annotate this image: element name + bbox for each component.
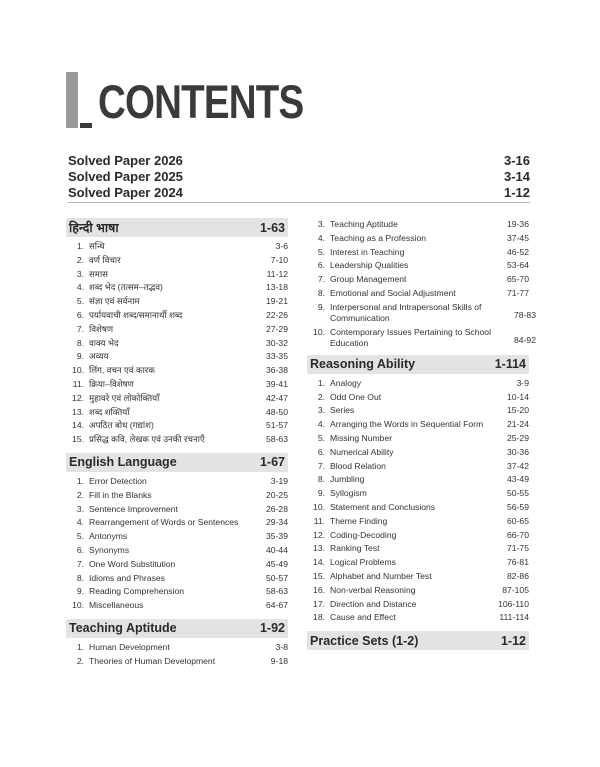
toc-item-pages: 82-86 [507, 570, 529, 581]
toc-item-number: 10. [72, 365, 84, 376]
toc-item-pages: 21-24 [507, 419, 529, 430]
toc-item-label-group [70, 254, 121, 268]
toc-item-number: 5. [76, 531, 84, 542]
toc-item-pages: 30-36 [507, 446, 529, 457]
toc-item-pages: 87-105 [502, 584, 529, 595]
toc-item-pages: 45-49 [266, 558, 288, 569]
toc-item[interactable] [66, 337, 288, 351]
toc-item-pages: 51-57 [266, 420, 288, 431]
toc-item-title: Odd One Out [330, 391, 382, 402]
toc-item-number: 17. [313, 598, 325, 609]
toc-item-label-group [70, 378, 134, 392]
toc-item-number: 3. [317, 219, 325, 229]
toc-item-label-group [70, 544, 129, 558]
solved-paper-label: Solved Paper 2026 [68, 153, 183, 168]
toc-item[interactable] [307, 432, 529, 446]
toc-item-pages: 26-28 [266, 503, 288, 514]
toc-item-number: 15. [313, 570, 325, 581]
toc-item-number: 13. [72, 406, 84, 417]
toc-item-title: Blood Relation [330, 460, 386, 471]
toc-item-title: शब्द भेद (तत्सम–तद्भव) [89, 282, 163, 293]
toc-item-title: क्रिया–विशेषण [89, 378, 134, 389]
toc-item-label-group [70, 295, 140, 309]
toc-item-label-group [311, 584, 416, 598]
toc-item-label-group [311, 487, 367, 501]
section-title: English Language [69, 455, 177, 470]
toc-item-number: 13. [313, 543, 325, 554]
toc-item-label-group [311, 473, 364, 487]
toc-item-number: 4. [76, 282, 84, 293]
toc-item-number: 5. [76, 296, 84, 307]
divider [68, 202, 530, 203]
toc-item-number: 5. [317, 432, 325, 443]
toc-item[interactable] [66, 503, 288, 517]
toc-item-title: विशेषण [89, 323, 114, 334]
toc-item-number: 2. [317, 391, 325, 402]
toc-item-label-group [70, 323, 113, 337]
toc-item-number: 2. [76, 489, 84, 500]
toc-item[interactable] [66, 281, 288, 295]
toc-item-label-group [311, 529, 396, 543]
toc-item-number: 6. [317, 260, 325, 271]
toc-item[interactable] [66, 254, 288, 268]
toc-item-pages: 36-38 [266, 365, 288, 376]
toc-item-title: Fill in the Blanks [89, 489, 152, 500]
toc-item[interactable] [307, 570, 529, 584]
toc-item-label-group [70, 406, 129, 420]
toc-item[interactable] [66, 516, 288, 530]
toc-item-label-group [70, 309, 182, 323]
toc-item[interactable] [307, 232, 529, 246]
toc-item-title: प्रसिद्ध कवि, लेखक एवं उनकी रचनाएँ [89, 434, 205, 445]
solved-paper-row[interactable] [68, 169, 530, 185]
toc-item[interactable] [307, 529, 529, 543]
toc-item[interactable] [66, 350, 288, 364]
toc-item-pages: 48-50 [266, 406, 288, 417]
toc-item-pages: 35-39 [266, 531, 288, 542]
toc-item[interactable] [66, 655, 288, 669]
toc-item-label-group [311, 377, 361, 391]
toc-item-pages: 37-42 [507, 460, 529, 471]
toc-item[interactable] [307, 218, 529, 232]
toc-item-label-group [311, 391, 381, 405]
toc-item-title: Interest in Teaching [330, 246, 405, 257]
solved-paper-pages: 3-14 [503, 169, 530, 184]
toc-item-pages: 65-70 [507, 274, 529, 285]
toc-item-pages: 3-6 [275, 241, 288, 251]
toc-item-number: 12. [72, 392, 84, 403]
toc-item-label-group [70, 503, 178, 517]
toc-item-title: Antonyms [89, 531, 128, 542]
toc-item[interactable] [307, 460, 529, 474]
toc-item-pages: 56-59 [507, 501, 529, 512]
toc-item[interactable] [66, 240, 288, 254]
toc-item-pages: 71-77 [507, 287, 529, 298]
toc-item-label-group [70, 364, 155, 378]
toc-item-pages: 64-67 [266, 600, 288, 611]
toc-item-title: Logical Problems [330, 557, 396, 568]
toc-item-title: Ranking Test [330, 543, 380, 554]
toc-item-number: 8. [76, 572, 84, 583]
toc-item-number: 10. [313, 326, 325, 337]
toc-item-title: समास [89, 268, 108, 279]
toc-item-number: 11. [313, 515, 325, 526]
toc-item-label-group [311, 218, 398, 232]
toc-item-number: 1. [76, 641, 84, 652]
toc-item[interactable] [66, 323, 288, 337]
section-title: Practice Sets (1-2) [310, 633, 419, 648]
toc-item-pages: 13-18 [266, 282, 288, 293]
solved-paper-label: Solved Paper 2024 [68, 185, 183, 200]
toc-item-title: Reading Comprehension [89, 586, 185, 597]
toc-item-number: 18. [313, 612, 325, 623]
toc-item-pages: 106-110 [498, 598, 529, 609]
toc-item-title: Jumbling [330, 474, 365, 485]
toc-item-pages: 58-63 [266, 434, 288, 445]
toc-item-label-group [311, 246, 404, 260]
toc-item-number: 15. [72, 434, 84, 445]
toc-item[interactable] [66, 295, 288, 309]
toc-item-title: Human Development [89, 641, 170, 652]
toc-item[interactable] [307, 246, 529, 260]
toc-item-number: 7. [317, 274, 325, 285]
toc-item-number: 16. [313, 584, 325, 595]
toc-item[interactable] [307, 446, 529, 460]
solved-paper-row[interactable] [68, 185, 530, 201]
toc-item-pages: 53-64 [507, 260, 529, 271]
toc-item-title: अपठित बोध (गद्यांश) [89, 420, 154, 431]
toc-item-label-group [311, 598, 416, 612]
toc-item-pages: 33-35 [266, 351, 288, 362]
toc-item-label-group [70, 489, 152, 503]
toc-item-title: Non-verbal Reasoning [330, 584, 416, 595]
toc-item-label-group [70, 268, 108, 282]
toc-item-title: Teaching as a Profession [330, 232, 427, 243]
toc-item-pages: 25-29 [507, 432, 529, 443]
toc-item-pages: 3-8 [275, 641, 288, 652]
toc-item-pages: 10-14 [507, 391, 529, 402]
toc-item-pages: 60-65 [507, 515, 529, 526]
toc-item-number: 9. [317, 488, 325, 499]
toc-item[interactable] [307, 584, 529, 598]
toc-item-title: Group Management [330, 274, 407, 285]
toc-item-number: 3. [76, 503, 84, 514]
toc-item-number: 3. [76, 268, 84, 279]
solved-papers-list [68, 153, 530, 201]
toc-item-label-group [311, 460, 386, 474]
toc-item-number: 12. [313, 529, 325, 540]
toc-item[interactable] [66, 544, 288, 558]
toc-item-number: 6. [317, 446, 325, 457]
toc-item-label-group [311, 556, 396, 570]
toc-item-title: Interpersonal and Intrapersonal Skills of Communication [330, 301, 482, 323]
section-pages: 1-63 [259, 220, 285, 235]
toc-item[interactable] [66, 433, 288, 447]
toc-item-pages: 7-10 [270, 254, 288, 265]
toc-item-label-group [311, 232, 426, 246]
toc-item[interactable] [307, 259, 529, 273]
section-header[interactable] [66, 619, 288, 638]
section-header[interactable] [307, 631, 529, 650]
toc-item-label-group [311, 418, 483, 432]
toc-item-pages: 3-9 [516, 377, 529, 388]
toc-item-number: 10. [72, 600, 84, 611]
toc-item-number: 4. [317, 232, 325, 243]
toc-item-title: Direction and Distance [330, 598, 417, 609]
toc-item[interactable] [66, 406, 288, 420]
toc-item-label-group [311, 259, 408, 273]
toc-item-number: 1. [76, 241, 84, 251]
section-pages: 1-67 [259, 455, 285, 470]
toc-item[interactable] [66, 558, 288, 572]
toc-item-pages: 19-36 [507, 219, 529, 229]
toc-item-number: 1. [76, 475, 84, 486]
toc-item[interactable] [66, 599, 288, 613]
toc-item-pages: 39-41 [266, 378, 288, 389]
toc-item-title: Series [330, 405, 355, 416]
heading-accent-bar [66, 72, 78, 128]
toc-item-label-group [70, 641, 170, 655]
toc-item-number: 2. [76, 655, 84, 666]
toc-item-pages: 37-45 [507, 232, 529, 243]
left-column [66, 218, 288, 669]
toc-item-number: 7. [76, 323, 84, 334]
toc-item[interactable] [66, 364, 288, 378]
toc-item[interactable] [307, 377, 529, 391]
toc-item-number: 4. [76, 517, 84, 528]
toc-item[interactable] [66, 378, 288, 392]
toc-item-number: 14. [72, 420, 84, 431]
toc-item-pages: 11-12 [266, 268, 288, 279]
toc-item-number: 10. [313, 501, 325, 512]
toc-item[interactable] [307, 287, 529, 301]
toc-item-pages: 15-20 [507, 405, 529, 416]
toc-item-title: Arranging the Words in Sequential Form [330, 419, 484, 430]
toc-item-pages: 50-55 [507, 488, 529, 499]
toc-item-label-group [70, 655, 215, 669]
section-title: हिन्दी भाषा [69, 221, 119, 235]
section-pages: 1-114 [494, 357, 526, 372]
toc-item[interactable] [307, 556, 529, 570]
toc-item-title: वाक्य भेद [89, 337, 119, 348]
toc-item[interactable] [307, 542, 529, 556]
section-title: Teaching Aptitude [69, 621, 177, 636]
toc-item-label-group [311, 542, 380, 556]
toc-item-title: लिंग, वचन एवं कारक [89, 365, 155, 376]
toc-item-title: Theories of Human Development [89, 655, 216, 666]
toc-item[interactable] [66, 489, 288, 503]
toc-item-number: 11. [72, 378, 84, 389]
toc-item-label-group [70, 516, 238, 530]
solved-paper-label: Solved Paper 2025 [68, 169, 183, 184]
toc-item-title: Rearrangement of Words or Sentences [89, 517, 239, 528]
toc-item-label-group [311, 326, 508, 349]
toc-item[interactable] [307, 404, 529, 418]
toc-item-title: संज्ञा एवं सर्वनाम [89, 296, 140, 307]
toc-item-number: 8. [76, 337, 84, 348]
toc-item[interactable] [307, 473, 529, 487]
toc-item-pages: 22-26 [266, 309, 288, 320]
section-pages: 1-92 [259, 621, 285, 636]
toc-item-number: 7. [317, 460, 325, 471]
toc-item-label-group [311, 432, 392, 446]
toc-item-label-group [70, 433, 205, 447]
toc-item-number: 7. [76, 558, 84, 569]
toc-item-pages: 3-19 [270, 475, 288, 486]
toc-item-pages: 9-18 [270, 655, 288, 666]
toc-item-title: Contemporary Issues Pertaining to School Education [330, 326, 491, 348]
toc-item-number: 3. [317, 405, 325, 416]
toc-item-label-group [311, 611, 396, 625]
page-title: CONTENTS [98, 75, 304, 128]
toc-item[interactable] [307, 487, 529, 501]
toc-item-title: Miscellaneous [89, 600, 144, 611]
toc-item-title: Leadership Qualities [330, 260, 409, 271]
toc-item-pages: 20-25 [266, 489, 288, 500]
toc-item-number: 14. [313, 557, 325, 568]
toc-item-label-group [70, 558, 175, 572]
toc-item[interactable] [307, 391, 529, 405]
toc-item-title: Numerical Ability [330, 446, 394, 457]
toc-item-title: वर्ण विचार [89, 254, 121, 265]
toc-item[interactable] [66, 475, 288, 489]
toc-item-number: 1. [317, 377, 325, 388]
toc-item-label-group [311, 446, 394, 460]
toc-item-label-group [70, 392, 159, 406]
solved-paper-row[interactable] [68, 153, 530, 169]
toc-item-number: 8. [317, 287, 325, 298]
toc-item-title: Missing Number [330, 432, 393, 443]
toc-item-number: 6. [76, 544, 84, 555]
toc-item-label-group [311, 501, 435, 515]
toc-item-label-group [70, 350, 108, 364]
toc-item-pages: 27-29 [266, 323, 288, 334]
toc-item-number: 2. [76, 254, 84, 265]
toc-item-title: Coding-Decoding [330, 529, 397, 540]
toc-item-pages: 29-34 [266, 517, 288, 528]
toc-item-pages: 111-114 [499, 612, 529, 623]
toc-item-pages: 43-49 [507, 474, 529, 485]
toc-item-title: Syllogism [330, 488, 367, 499]
toc-item[interactable] [307, 326, 536, 349]
toc-item-label-group [70, 585, 184, 599]
toc-item-pages: 40-44 [266, 544, 288, 555]
toc-item-title: One Word Substitution [89, 558, 176, 569]
toc-item-title: अव्यय [89, 351, 109, 362]
toc-item-label-group [70, 337, 119, 351]
toc-item-title: Synonyms [89, 544, 130, 555]
toc-item-title: Teaching Aptitude [330, 219, 398, 229]
toc-item-title: मुहावरे एवं लोकोक्तियाँ [89, 392, 160, 403]
section-pages: 1-12 [500, 633, 526, 648]
toc-item[interactable] [66, 268, 288, 282]
toc-item-number: 9. [317, 301, 325, 312]
toc-item[interactable] [307, 273, 529, 287]
section-header[interactable] [66, 453, 288, 472]
toc-item-label-group [70, 530, 127, 544]
toc-item-label-group [311, 287, 456, 301]
toc-item-pages: 30-32 [266, 337, 288, 348]
toc-item-pages: 66-70 [507, 529, 529, 540]
toc-item-pages: 46-52 [507, 246, 529, 257]
toc-item[interactable] [66, 392, 288, 406]
toc-item-label-group [70, 240, 105, 254]
toc-item-title: Error Detection [89, 475, 147, 486]
toc-item[interactable] [307, 611, 529, 625]
toc-item-title: Emotional and Social Adjustment [330, 287, 456, 298]
section-header[interactable] [307, 355, 529, 374]
toc-item-title: Statement and Conclusions [330, 501, 436, 512]
toc-item-title: शब्द शक्तियाँ [89, 406, 130, 417]
toc-item-title: Theme Finding [330, 515, 388, 526]
toc-item-number: 5. [317, 246, 325, 257]
toc-item-title: Alphabet and Number Test [330, 570, 432, 581]
toc-item-number: 8. [317, 474, 325, 485]
toc-item-number: 9. [76, 351, 84, 362]
toc-item-label-group [70, 419, 154, 433]
toc-item-pages: 71-75 [507, 543, 529, 554]
toc-item-label-group [70, 572, 165, 586]
toc-item[interactable] [66, 530, 288, 544]
toc-item-number: 9. [76, 586, 84, 597]
toc-item-title: Analogy [330, 377, 362, 388]
heading-accent-underscore [80, 123, 92, 128]
solved-paper-pages: 3-16 [503, 153, 530, 168]
toc-item-pages: 58-63 [266, 586, 288, 597]
section-header[interactable] [66, 218, 288, 237]
right-column [307, 218, 536, 653]
toc-item-label-group [311, 273, 406, 287]
toc-item-label-group [70, 281, 163, 295]
toc-item-pages: 78-83 [514, 309, 536, 320]
toc-item-title: Idioms and Phrases [89, 572, 165, 583]
toc-item-label-group [70, 475, 147, 489]
toc-item-pages: 84-92 [514, 334, 536, 345]
toc-item-title: Sentence Improvement [89, 503, 178, 514]
toc-item-label-group [311, 570, 432, 584]
toc-item[interactable] [66, 309, 288, 323]
toc-item-label-group [311, 301, 508, 324]
toc-item[interactable] [66, 419, 288, 433]
toc-item[interactable] [307, 501, 529, 515]
toc-item-label-group [311, 404, 354, 418]
toc-item[interactable] [66, 585, 288, 599]
toc-item-pages: 42-47 [266, 392, 288, 403]
toc-item-title: पर्यायवाची शब्द/समानार्थी शब्द [89, 309, 183, 320]
toc-item[interactable] [307, 418, 529, 432]
section-title: Reasoning Ability [310, 357, 416, 372]
toc-item-pages: 19-21 [266, 296, 288, 307]
toc-item[interactable] [307, 301, 536, 324]
toc-item[interactable] [66, 572, 288, 586]
solved-paper-pages: 1-12 [503, 185, 530, 200]
toc-item-title: सन्धि [89, 241, 105, 251]
toc-item-title: Cause and Effect [330, 612, 396, 623]
toc-item-pages: 76-81 [507, 557, 529, 568]
toc-item-label-group [70, 599, 143, 613]
toc-item[interactable] [307, 598, 529, 612]
toc-item-number: 4. [317, 419, 325, 430]
toc-item[interactable] [66, 641, 288, 655]
toc-item-pages: 50-57 [266, 572, 288, 583]
toc-item[interactable] [307, 515, 529, 529]
toc-item-number: 6. [76, 309, 84, 320]
toc-item-label-group [311, 515, 387, 529]
